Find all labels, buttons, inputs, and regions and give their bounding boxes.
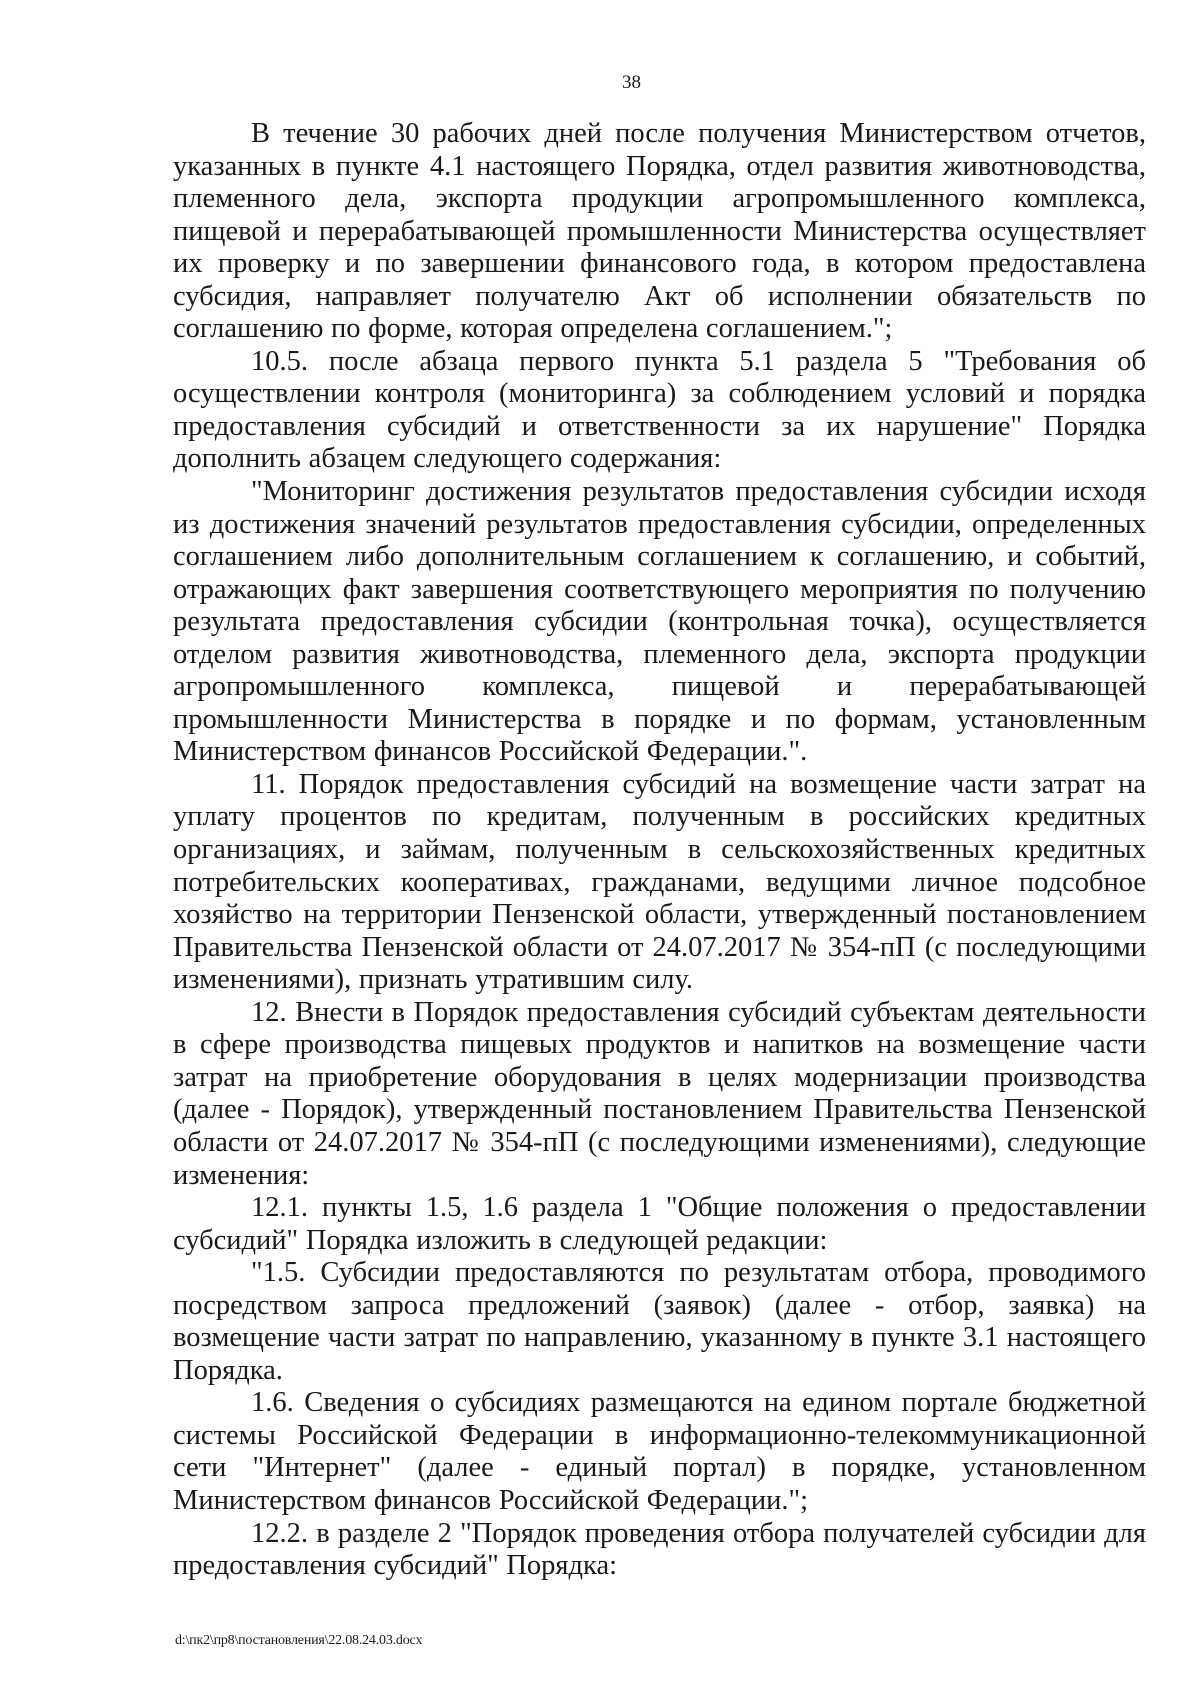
paragraph: "1.5. Субсидии предоставляются по результатам отбора, проводимого посредством запроса предложений (заявок) (далее - отбор, заявка) на возмещение части затрат по направлению, указанному в пункте 3.1 настоящего Порядка. <box>173 1257 1146 1386</box>
paragraph: "Мониторинг достижения результатов предоставления субсидии исходя из достижения значений результатов предоставления субсидии, определенных соглашением либо дополнительным соглашением к соглашению, и событий, отражающих факт завершения соответствующего мероприятия по получению результата предоставления субсидии (контрольная точка), осуществляется отделом развития животноводства, племенного дела, экспорта продукции агропромышленного комплекса, пищевой и перерабатывающей промышленности Министерства в порядке и по формам, установленным Министерством финансов Российской Федерации.". <box>173 476 1146 768</box>
paragraph: 11. Порядок предоставления субсидий на возмещение части затрат на уплату процентов по кредитам, полученным в российских кредитных организациях, и займам, полученным в сельскохозяйственных кредитных потребительских кооперативах, гражданами, ведущими личное подсобное хозяйство на территории Пензенской области, утвержденный постановлением Правительства Пензенской области от 24.07.2017 № 354-пП (с последующими изменениями), признать утратившим силу. <box>173 768 1146 996</box>
paragraph: 1.6. Сведения о субсидиях размещаются на едином портале бюджетной системы Российской Федерации в информационно-телекоммуникационной сети "Интернет" (далее - единый портал) в порядке, установленном Министерством финансов Российской Федерации."; <box>173 1387 1146 1516</box>
paragraph: 10.5. после абзаца первого пункта 5.1 раздела 5 "Требования об осуществлении контроля (мониторинга) за соблюдением условий и порядка предоставления субсидий и ответственности за их нарушение" Порядка дополнить абзацем следующего содержания: <box>173 345 1146 475</box>
page-number: 38 <box>622 72 641 93</box>
document-body <box>173 118 1146 1583</box>
paragraph: 12. Внести в Порядок предоставления субсидий субъектам деятельности в сфере производства пищевых продуктов и напитков на возмещение части затрат на приобретение оборудования в целях модернизации производства (далее - Порядок), утвержденный постановлением Правительства Пензенской области от 24.07.2017 № 354-пП (с последующими изменениями), следующие изменения: <box>173 996 1146 1191</box>
paragraph: В течение 30 рабочих дней после получения Министерством отчетов, указанных в пункте 4.1 настоящего Порядка, отдел развития животноводства, племенного дела, экспорта продукции агропромышленного комплекса, пищевой и перерабатывающей промышленности Министерства осуществляет их проверку и по завершении финансового года, в котором предоставлена субсидия, направляет получателю Акт об исполнении обязательств по соглашению по форме, которая определена соглашением."; <box>173 118 1146 345</box>
footer-file-path: d:\пк2\пр8\постановления\22.08.24.03.docx <box>175 1633 423 1648</box>
paragraph: 12.1. пункты 1.5, 1.6 раздела 1 "Общие положения о предоставлении субсидий" Порядка изложить в следующей редакции: <box>173 1192 1146 1256</box>
paragraph: 12.2. в разделе 2 "Порядок проведения отбора получателей субсидии для предоставления субсидий" Порядка: <box>173 1517 1146 1582</box>
